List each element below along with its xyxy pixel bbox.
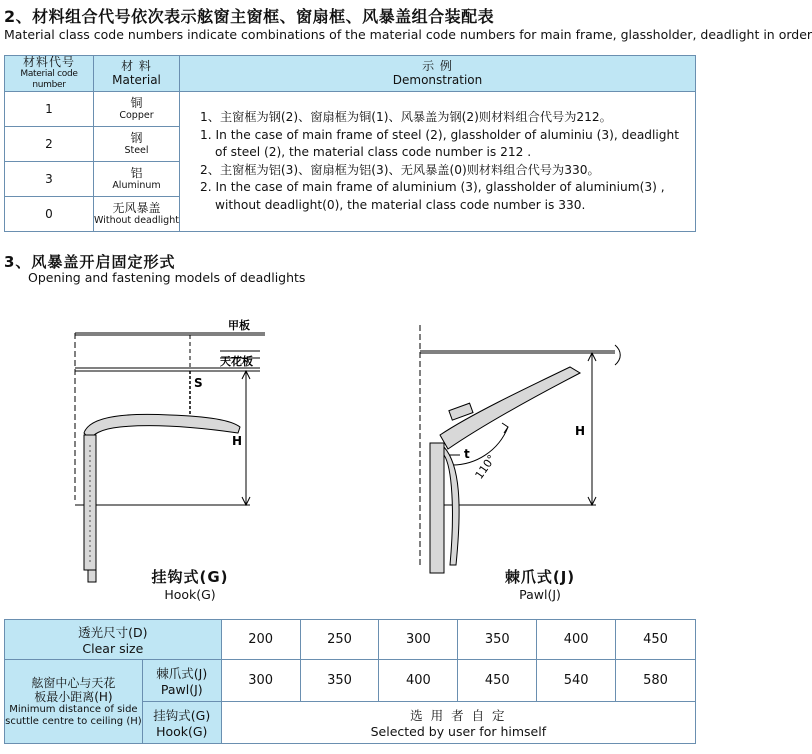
header-material-cn: 材 料 xyxy=(121,59,152,73)
code-cell: 1 xyxy=(5,92,94,127)
hook-note-en: Selected by user for himself xyxy=(370,724,547,739)
table-row xyxy=(5,92,696,127)
material-en: Aluminum xyxy=(112,180,161,191)
demo-line: of steel (2), the material class code number is 212 . xyxy=(215,145,532,159)
section3-title: 3、风暴盖开启固定形式 xyxy=(4,253,176,271)
code-cell: 3 xyxy=(5,162,94,197)
demo-line: 2、主窗框为铝(3)、窗扇框为铝(3)、无风暴盖(0)则材料组合代号为330。 xyxy=(200,162,600,177)
hook-note xyxy=(221,702,695,744)
pawl-value: 300 xyxy=(221,660,300,702)
size-table xyxy=(4,619,696,744)
hook-label-en: Hook(G) xyxy=(156,724,208,739)
header-demo xyxy=(180,56,696,92)
ceiling-label: 天花板 xyxy=(220,355,253,368)
pawl-value: 450 xyxy=(458,660,537,702)
pawl-value: 400 xyxy=(379,660,458,702)
demo-line: 1. In the case of main frame of steel (2), glassholder of aluminiu (3), deadlight xyxy=(200,127,680,142)
clear-size-cn: 透光尺寸(D) xyxy=(78,625,148,640)
h-label-pawl: H xyxy=(575,424,586,438)
min-dist-en1: Minimum distance of side xyxy=(9,703,138,715)
table-row xyxy=(5,620,696,660)
material-cn: 无风暴盖 xyxy=(112,201,161,215)
t-label: t xyxy=(464,447,470,461)
demo-line: without deadlight(0), the material class code number is 330. xyxy=(215,197,586,212)
material-cell xyxy=(94,127,180,162)
hook-caption-en: Hook(G) xyxy=(164,587,216,602)
min-dist-cn1: 舷窗中心与天花 xyxy=(31,675,116,690)
header-material-en: Material xyxy=(112,73,161,87)
angle-label: 110° xyxy=(472,452,499,482)
material-en: Without deadlight xyxy=(94,215,179,226)
clear-size-value: 450 xyxy=(616,620,696,660)
pawl-label xyxy=(142,660,221,702)
pawl-caption xyxy=(480,566,600,602)
h-label-hook: H xyxy=(232,434,243,448)
material-cn: 铝 xyxy=(130,166,143,180)
material-table xyxy=(4,55,696,232)
section3-subtitle: Opening and fastening models of deadlights xyxy=(28,270,306,285)
clear-size-value: 200 xyxy=(221,620,300,660)
s-label: S xyxy=(194,376,203,390)
clear-size-value: 300 xyxy=(379,620,458,660)
pawl-deadlight-diagram xyxy=(400,315,630,585)
pawl-caption-en: Pawl(J) xyxy=(519,587,561,602)
code-cell: 2 xyxy=(5,127,94,162)
pawl-value: 580 xyxy=(616,660,696,702)
clear-size-en: Clear size xyxy=(82,641,144,656)
hook-label-cn: 挂钩式(G) xyxy=(153,708,211,723)
clear-size-value: 350 xyxy=(458,620,537,660)
header-code-en: Material code number xyxy=(20,69,78,90)
hook-caption xyxy=(130,566,250,602)
code-cell: 0 xyxy=(5,197,94,232)
header-material xyxy=(94,56,180,92)
header-demo-cn: 示 例 xyxy=(422,59,453,73)
demo-line: 1、主窗框为钢(2)、窗扇框为铜(1)、风暴盖为钢(2)则材料组合代号为212。 xyxy=(200,110,612,124)
pawl-value: 540 xyxy=(537,660,616,702)
demo-cell xyxy=(180,92,696,232)
deck-label: 甲板 xyxy=(228,319,250,332)
hook-label xyxy=(142,702,221,744)
min-dist-en2: scuttle centre to ceiling (H) xyxy=(5,715,142,727)
pawl-label-cn: 棘爪式(J) xyxy=(156,666,208,681)
material-cn: 钢 xyxy=(130,131,143,145)
main-frame xyxy=(430,443,444,573)
clear-size-label xyxy=(5,620,222,660)
material-en: Copper xyxy=(119,110,154,121)
clear-size-value: 400 xyxy=(537,620,616,660)
material-cell xyxy=(94,197,180,232)
hook-note-cn: 选 用 者 自 定 xyxy=(410,708,507,723)
pawl-caption-cn: 棘爪式(J) xyxy=(504,568,576,586)
deadlight-cover xyxy=(84,414,240,440)
material-cell xyxy=(94,92,180,127)
table-row xyxy=(5,660,696,702)
section2-title: 2、材料组合代号依次表示舷窗主窗框、窗扇框、风暴盖组合装配表 xyxy=(4,7,495,26)
header-code xyxy=(5,56,94,92)
section2-subtitle: Material class code numbers indicate combinations of the material code numbers for main frame, glassholder, deadlight in order xyxy=(4,27,812,42)
header-code-cn: 材料代号 xyxy=(22,55,75,69)
clear-size-value: 250 xyxy=(300,620,379,660)
min-distance-label xyxy=(5,660,143,744)
hook-caption-cn: 挂钩式(G) xyxy=(151,568,229,586)
pawl-value: 350 xyxy=(300,660,379,702)
header-demo-en: Demonstration xyxy=(392,73,483,87)
min-dist-cn2: 板最小距离(H) xyxy=(34,689,113,704)
demo-line: 2. In the case of main frame of aluminium (3), glassholder of aluminium(3) , xyxy=(200,180,665,194)
hook-deadlight-diagram xyxy=(60,315,280,585)
material-cn: 铜 xyxy=(130,96,143,110)
material-cell xyxy=(94,162,180,197)
material-en: Steel xyxy=(124,145,149,156)
pawl-label-en: Pawl(J) xyxy=(160,682,203,697)
